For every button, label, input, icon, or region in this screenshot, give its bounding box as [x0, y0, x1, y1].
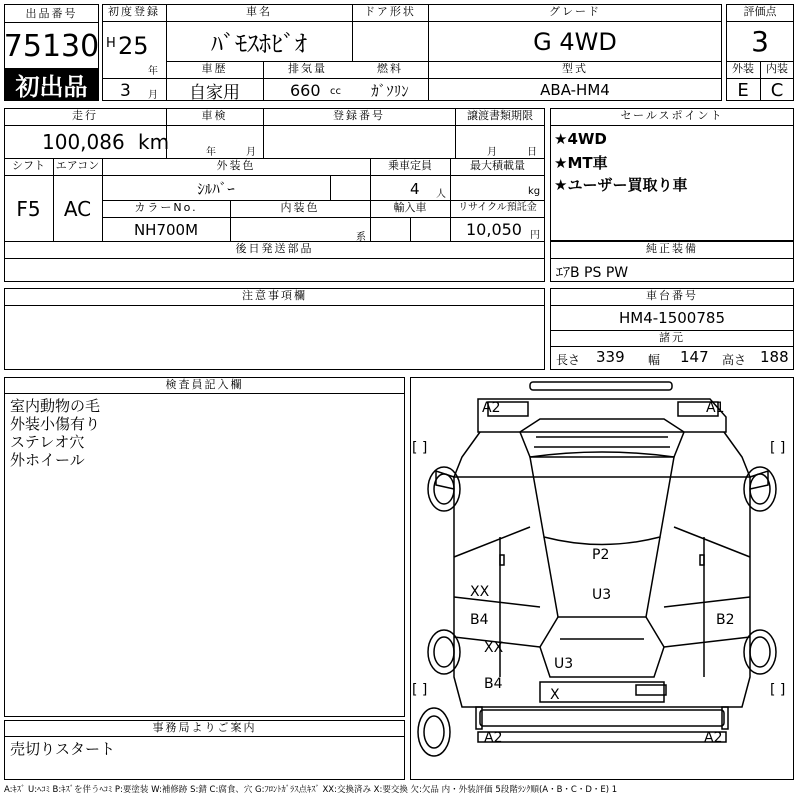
- inspection-month-unit: 月: [246, 147, 256, 158]
- first-time-badge: 初出品: [5, 68, 98, 100]
- length: 339: [596, 348, 625, 366]
- bracket-left-2: [ ]: [412, 682, 428, 698]
- mileage: 100,086: [42, 130, 125, 154]
- mark-b4-left-1: B4: [470, 612, 489, 628]
- car-diagram: [410, 377, 794, 780]
- capacity-label: 乗車定員: [388, 159, 432, 172]
- car-name-label: 車名: [246, 5, 272, 18]
- equipment: ｴｱB PS PW: [556, 265, 629, 281]
- exterior-label: 外装: [732, 62, 754, 75]
- door-label: ドア形状: [364, 5, 416, 18]
- shift-label: シフト: [12, 159, 45, 172]
- intcolor-label: 内装色: [280, 201, 320, 214]
- mark-p2: P2: [592, 547, 610, 563]
- history-label: 車歴: [201, 62, 228, 75]
- first-reg-label: 初度登録: [108, 5, 160, 18]
- inspector-note-1: 室内動物の毛: [10, 397, 101, 415]
- recycle-unit: 円: [530, 230, 540, 241]
- selling-point-3: ★ユーザー買取り車: [554, 176, 688, 194]
- mark-xx-left-2: XX: [484, 640, 504, 656]
- inspector-note-4: 外ホイール: [10, 451, 85, 469]
- bracket-right-1: [ ]: [770, 440, 786, 456]
- displacement-label: 排気量: [288, 62, 327, 75]
- length-label: 長さ: [556, 353, 581, 367]
- mark-b4-left-2: B4: [484, 676, 503, 692]
- month-unit: 月: [148, 90, 158, 101]
- grade-label: グレード: [549, 5, 601, 18]
- inspector-note-2: 外装小傷有り: [10, 415, 101, 433]
- score: 3: [751, 25, 769, 58]
- model: ABA-HM4: [540, 81, 610, 99]
- recycle-label: リサイクル預託金: [458, 202, 537, 213]
- notes-label: 注意事項欄: [242, 289, 307, 302]
- ac-label: エアコン: [55, 159, 100, 172]
- shift: F5: [16, 196, 41, 221]
- exterior-grade: E: [737, 79, 749, 101]
- inspector-label: 検査員記入欄: [165, 378, 244, 391]
- regno-label: 登録番号: [333, 109, 385, 122]
- intcolor-unit: 系: [356, 232, 366, 243]
- width-label: 幅: [648, 353, 661, 367]
- year-unit: 年: [148, 66, 158, 77]
- mark-a2-rear-left: A2: [484, 730, 503, 746]
- interior-label: 内装: [766, 62, 788, 75]
- mark-a2-rear-right: A2: [704, 730, 723, 746]
- door-value: [352, 22, 428, 61]
- regno: [263, 126, 455, 158]
- fuel: ｶﾞｿﾘﾝ: [371, 81, 409, 100]
- office-label: 事務局よりご案内: [152, 721, 257, 734]
- colorno: NH700M: [133, 220, 199, 239]
- lot-number: 75130: [3, 28, 100, 64]
- selling-label: セールスポイント: [620, 109, 724, 122]
- mark-xx-left-1: XX: [470, 584, 490, 600]
- displacement: 660: [290, 81, 321, 100]
- import-label: 輸入車: [393, 201, 427, 214]
- displacement-unit: cc: [330, 86, 341, 97]
- first-reg-month: 3: [120, 81, 131, 101]
- inspection-label: 車検: [201, 109, 228, 122]
- height-label: 高さ: [722, 353, 747, 367]
- ac: AC: [63, 196, 92, 221]
- colorno-label: カラーNo.: [134, 201, 198, 214]
- color: ｼﾙﾊﾞｰ: [197, 179, 235, 198]
- mileage-label: 走行: [72, 109, 98, 122]
- first-reg-year: 25: [118, 32, 149, 60]
- mark-a1-front-right: A1: [706, 400, 725, 416]
- load-label: 最大積載量: [470, 159, 525, 172]
- office-note: 売切りスタート: [10, 740, 116, 758]
- fuel-label: 燃料: [377, 62, 403, 75]
- bracket-right-2: [ ]: [770, 682, 786, 698]
- interior-grade: C: [770, 79, 784, 101]
- mark-u3-top: U3: [592, 587, 612, 603]
- dims-label: 諸元: [659, 331, 685, 344]
- era: H: [106, 36, 116, 51]
- transfer-month-unit: 月: [487, 147, 497, 158]
- chassis-label: 車台番号: [646, 289, 698, 302]
- inspector-note-3: ステレオ穴: [10, 433, 85, 451]
- score-label: 評価点: [743, 5, 777, 18]
- history: 自家用: [189, 82, 240, 103]
- capacity: 4: [410, 180, 420, 198]
- load-unit: kg: [528, 186, 541, 197]
- mark-a2-front-left: A2: [482, 400, 501, 416]
- model-label: 型式: [562, 62, 588, 75]
- selling-point-2: ★MT車: [554, 154, 608, 172]
- width: 147: [680, 348, 709, 366]
- mileage-unit: km: [138, 130, 170, 154]
- lot-number-block: [4, 4, 99, 101]
- transfer-day-unit: 日: [527, 147, 537, 158]
- lot-number-label: 出品番号: [5, 5, 98, 23]
- grade: G 4WD: [533, 27, 617, 56]
- bracket-left-1: [ ]: [412, 440, 428, 456]
- mark-x-rear: X: [550, 687, 560, 703]
- mark-b2-right: B2: [716, 612, 735, 628]
- mark-u3-bottom: U3: [554, 656, 574, 672]
- car-name: ﾊﾞﾓｽﾎﾋﾞｵ: [211, 30, 307, 58]
- equipment-label: 純正装備: [646, 242, 698, 255]
- chassis: HM4-1500785: [619, 309, 725, 327]
- recycle: 10,050: [466, 220, 522, 239]
- later-parts-label: 後日発送部品: [235, 242, 314, 255]
- legend: A:ｷｽﾞ U:ﾍｺﾐ B:ｷｽﾞを伴うﾍｺﾐ P:要塗装 W:補修跡 S:錆 C:腐食、穴 G:ﾌﾛﾝﾄｶﾞﾗｽ点ｷｽﾞ XX:交換済み X:要交換 欠:欠品 内・外装評価 5段階ﾗﾝｸ順(A・B・C・D・E) 1: [4, 785, 618, 795]
- selling-point-1: ★4WD: [554, 130, 607, 148]
- color-label: 外装色: [216, 159, 256, 172]
- height: 188: [760, 348, 789, 366]
- inspection-year-unit: 年: [206, 147, 216, 158]
- capacity-unit: 人: [436, 189, 446, 200]
- transfer-label: 譲渡書類期限: [467, 109, 533, 122]
